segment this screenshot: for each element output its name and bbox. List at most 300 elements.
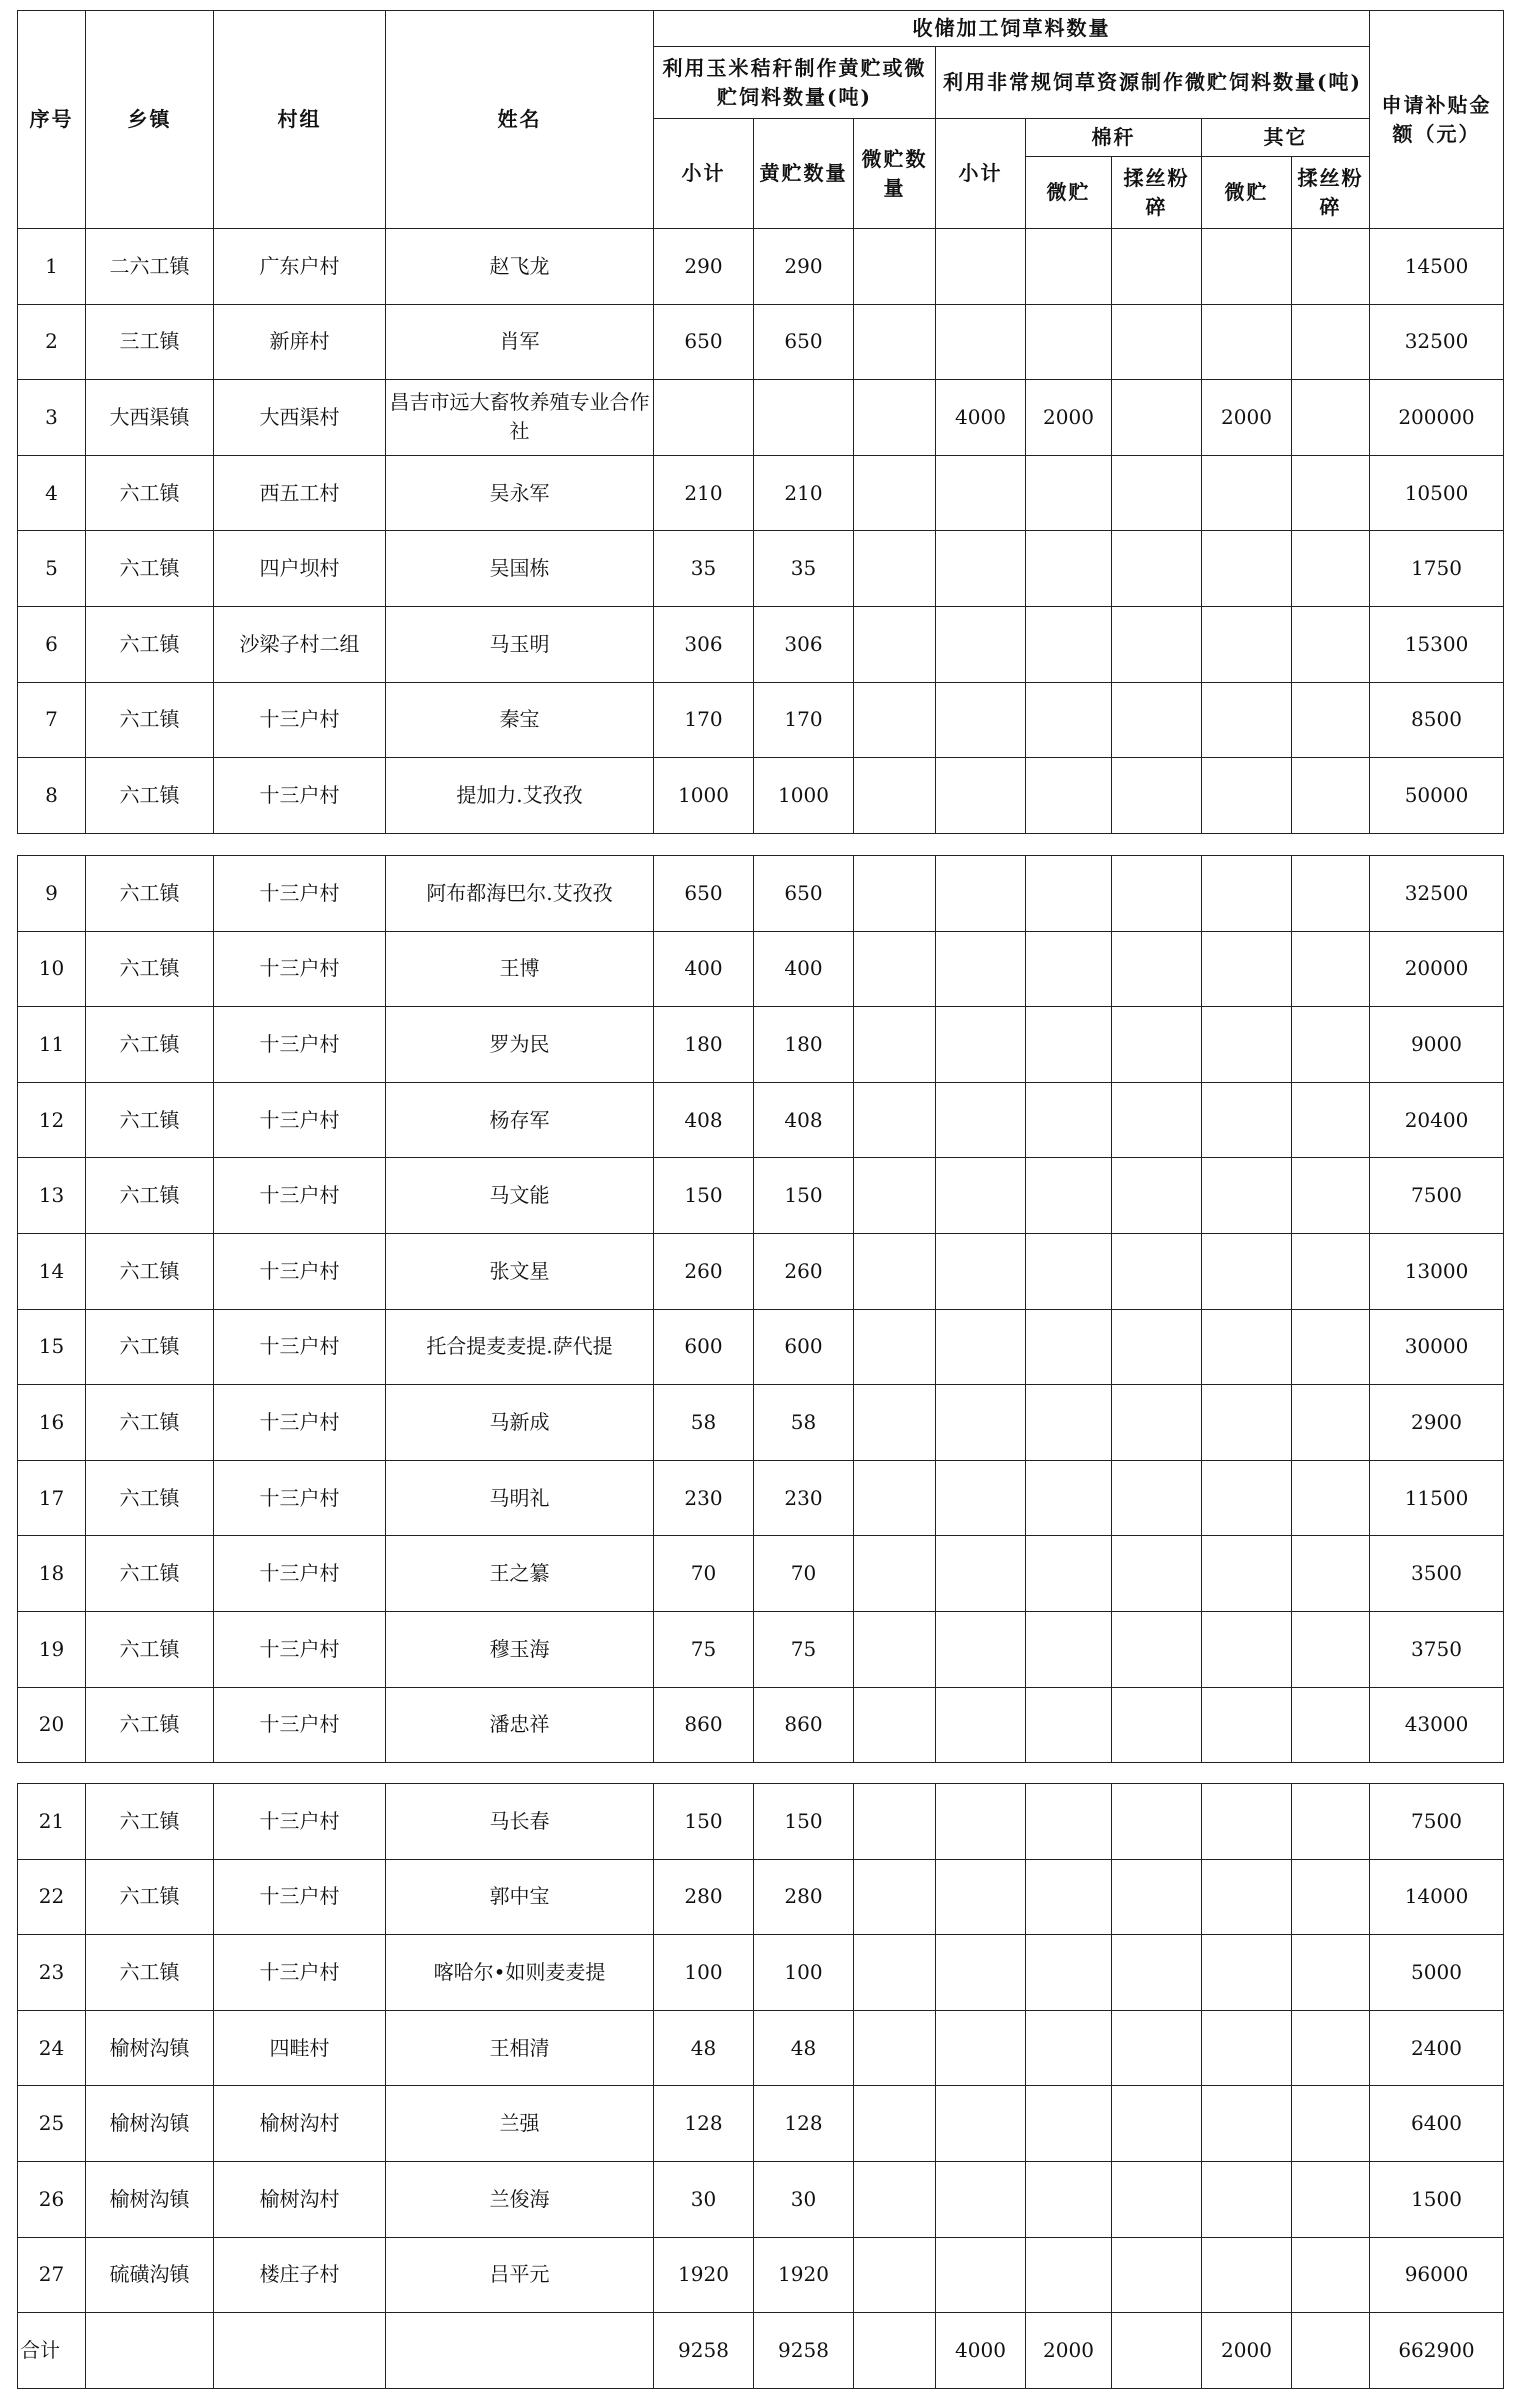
cell-oth-wz (1202, 1385, 1292, 1461)
cell-cot-rs (1112, 606, 1202, 682)
table-row (18, 2086, 1504, 2162)
col-header-unconv-subtotal: 小计 (936, 119, 1026, 229)
cell-name: 兰强 (386, 2086, 654, 2162)
cell-oth-rs (1292, 2313, 1370, 2389)
table-row (18, 1611, 1504, 1687)
cell-micro (854, 1611, 936, 1687)
cell-unc-sub (936, 1784, 1026, 1860)
cell-town: 六工镇 (86, 931, 214, 1007)
cell-oth-wz (1202, 455, 1292, 531)
cell-name: 王之纂 (386, 1536, 654, 1612)
cell-amount: 5000 (1370, 1935, 1504, 2011)
cell-corn-sub: 75 (654, 1611, 754, 1687)
cell-cot-rs (1112, 1233, 1202, 1309)
cell-unc-sub (936, 1309, 1026, 1385)
cell-no: 1 (18, 229, 86, 305)
cell-name: 喀哈尔•如则麦麦提 (386, 1935, 654, 2011)
cell-corn-sub: 1000 (654, 758, 754, 834)
cell-oth-wz (1202, 1007, 1292, 1083)
cell-amount: 30000 (1370, 1309, 1504, 1385)
cell-yellow: 210 (754, 455, 854, 531)
cell-no: 27 (18, 2237, 86, 2313)
cell-amount: 13000 (1370, 1233, 1504, 1309)
cell-yellow: 150 (754, 1784, 854, 1860)
cell-unc-sub (936, 1082, 1026, 1158)
cell-village: 十三户村 (214, 1460, 386, 1536)
cell-town: 六工镇 (86, 1611, 214, 1687)
cell-oth-rs (1292, 1007, 1370, 1083)
cell-oth-wz (1202, 1233, 1292, 1309)
cell-cot-rs (1112, 2237, 1202, 2313)
cell-no: 26 (18, 2161, 86, 2237)
cell-amount: 3750 (1370, 1611, 1504, 1687)
cell-amount: 1500 (1370, 2161, 1504, 2237)
cell-town: 六工镇 (86, 455, 214, 531)
cell-cot-wz (1026, 229, 1112, 305)
cell-village: 楼庄子村 (214, 2237, 386, 2313)
col-header-other: 其它 (1202, 119, 1370, 157)
cell-village: 十三户村 (214, 1082, 386, 1158)
cell-town: 硫磺沟镇 (86, 2237, 214, 2313)
cell-cot-wz (1026, 1935, 1112, 2011)
cell-unc-sub (936, 2161, 1026, 2237)
cell-town: 三工镇 (86, 304, 214, 380)
col-header-name: 姓名 (386, 11, 654, 229)
cell-cot-wz (1026, 1784, 1112, 1860)
cell-town: 六工镇 (86, 1784, 214, 1860)
cell-cot-rs (1112, 455, 1202, 531)
cell-amount: 10500 (1370, 455, 1504, 531)
col-header-subsidy: 申请补贴金额（元） (1370, 11, 1504, 229)
cell-yellow: 150 (754, 1158, 854, 1234)
cell-oth-wz (1202, 1687, 1292, 1763)
cell-town: 六工镇 (86, 1859, 214, 1935)
cell-no: 13 (18, 1158, 86, 1234)
cell-unc-sub (936, 304, 1026, 380)
subsidy-table-page-3 (17, 1783, 1504, 2389)
cell-oth-wz (1202, 1082, 1292, 1158)
cell-village: 十三户村 (214, 1935, 386, 2011)
cell-oth-wz (1202, 229, 1292, 305)
cell-amount: 43000 (1370, 1687, 1504, 1763)
cell-village: 大西渠村 (214, 380, 386, 456)
cell-oth-rs (1292, 1158, 1370, 1234)
cell-no: 12 (18, 1082, 86, 1158)
table-row (18, 1233, 1504, 1309)
cell-village: 十三户村 (214, 1687, 386, 1763)
cell-corn-sub: 650 (654, 856, 754, 932)
cell-cot-rs (1112, 229, 1202, 305)
cell-micro (854, 1784, 936, 1860)
cell-yellow: 128 (754, 2086, 854, 2162)
cell-unc-sub (936, 2010, 1026, 2086)
cell-amount: 7500 (1370, 1784, 1504, 1860)
table-header (18, 11, 1504, 229)
cell-yellow: 48 (754, 2010, 854, 2086)
cell-cot-wz (1026, 856, 1112, 932)
cell-oth-wz (1202, 758, 1292, 834)
cell-yellow: 170 (754, 682, 854, 758)
cell-corn-sub: 70 (654, 1536, 754, 1612)
cell-corn-sub: 230 (654, 1460, 754, 1536)
cell-corn-sub: 48 (654, 2010, 754, 2086)
cell-oth-wz (1202, 1859, 1292, 1935)
table-row (18, 606, 1504, 682)
col-header-town: 乡镇 (86, 11, 214, 229)
cell-town: 六工镇 (86, 856, 214, 932)
cell-micro (854, 2237, 936, 2313)
cell-corn-sub: 400 (654, 931, 754, 1007)
table-row (18, 856, 1504, 932)
cell-town: 六工镇 (86, 1233, 214, 1309)
cell-yellow: 600 (754, 1309, 854, 1385)
cell-unc-sub (936, 1460, 1026, 1536)
total-row (18, 2313, 1504, 2389)
cell-cot-rs (1112, 682, 1202, 758)
cell-micro (854, 380, 936, 456)
col-header-group-main: 收储加工饲草料数量 (654, 11, 1370, 47)
table-row (18, 1536, 1504, 1612)
cell-oth-rs (1292, 1536, 1370, 1612)
cell-micro (854, 2010, 936, 2086)
table-row (18, 2237, 1504, 2313)
cell-corn-sub (654, 380, 754, 456)
cell-village: 十三户村 (214, 1536, 386, 1612)
cell-cot-rs (1112, 1385, 1202, 1461)
cell-village: 西五工村 (214, 455, 386, 531)
cell-cot-wz: 2000 (1026, 2313, 1112, 2389)
subsidy-table-page-1 (17, 10, 1504, 834)
cell-yellow: 58 (754, 1385, 854, 1461)
cell-no: 11 (18, 1007, 86, 1083)
table-row (18, 1082, 1504, 1158)
cell-town: 六工镇 (86, 1007, 214, 1083)
cell-corn-sub: 260 (654, 1233, 754, 1309)
table-row (18, 380, 1504, 456)
table-row (18, 1687, 1504, 1763)
cell-no: 3 (18, 380, 86, 456)
cell-yellow: 408 (754, 1082, 854, 1158)
cell-oth-rs (1292, 2086, 1370, 2162)
cell-oth-rs (1292, 1784, 1370, 1860)
cell-cot-rs (1112, 531, 1202, 607)
cell-amount: 3500 (1370, 1536, 1504, 1612)
cell-cot-wz (1026, 1007, 1112, 1083)
cell-oth-rs (1292, 856, 1370, 932)
cell-cot-wz (1026, 1082, 1112, 1158)
cell-name: 马文能 (386, 1158, 654, 1234)
cell-oth-wz (1202, 2237, 1292, 2313)
cell-town: 六工镇 (86, 682, 214, 758)
col-header-other-rousi: 揉丝粉碎 (1292, 157, 1370, 229)
cell-micro (854, 1007, 936, 1083)
cell-oth-rs (1292, 1233, 1370, 1309)
cell-cot-wz (1026, 2010, 1112, 2086)
cell-micro (854, 1859, 936, 1935)
cell-amount: 2900 (1370, 1385, 1504, 1461)
cell-corn-sub: 210 (654, 455, 754, 531)
cell-name: 提加力.艾孜孜 (386, 758, 654, 834)
cell-oth-rs (1292, 1082, 1370, 1158)
cell-no: 2 (18, 304, 86, 380)
table-row (18, 531, 1504, 607)
cell-oth-rs (1292, 1385, 1370, 1461)
cell-corn-sub: 290 (654, 229, 754, 305)
cell-cot-rs (1112, 1007, 1202, 1083)
cell-village: 榆树沟村 (214, 2161, 386, 2237)
cell-oth-rs (1292, 2161, 1370, 2237)
cell-name: 阿布都海巴尔.艾孜孜 (386, 856, 654, 932)
cell-name: 兰俊海 (386, 2161, 654, 2237)
cell-micro (854, 758, 936, 834)
col-header-cotton: 棉秆 (1026, 119, 1202, 157)
cell-corn-sub: 650 (654, 304, 754, 380)
col-header-index: 序号 (18, 11, 86, 229)
cell-micro (854, 1082, 936, 1158)
cell-cot-wz (1026, 1233, 1112, 1309)
cell-town: 六工镇 (86, 606, 214, 682)
col-header-group-unconventional: 利用非常规饲草资源制作微贮饲料数量(吨) (936, 47, 1370, 119)
cell-amount: 2400 (1370, 2010, 1504, 2086)
cell-unc-sub (936, 1935, 1026, 2011)
cell-cot-wz (1026, 1309, 1112, 1385)
cell-amount: 9000 (1370, 1007, 1504, 1083)
cell-oth-wz (1202, 931, 1292, 1007)
cell-corn-sub: 100 (654, 1935, 754, 2011)
cell-village: 十三户村 (214, 1859, 386, 1935)
cell-no: 24 (18, 2010, 86, 2086)
cell-name: 郭中宝 (386, 1859, 654, 1935)
cell-yellow: 260 (754, 1233, 854, 1309)
cell-village: 沙梁子村二组 (214, 606, 386, 682)
cell-town: 六工镇 (86, 531, 214, 607)
cell-name: 马玉明 (386, 606, 654, 682)
cell-no: 5 (18, 531, 86, 607)
cell-yellow: 70 (754, 1536, 854, 1612)
cell-cot-wz (1026, 1859, 1112, 1935)
cell-corn-sub: 150 (654, 1158, 754, 1234)
cell-micro (854, 1385, 936, 1461)
cell-corn-sub: 128 (654, 2086, 754, 2162)
table-row (18, 682, 1504, 758)
col-header-yellow: 黄贮数量 (754, 119, 854, 229)
table-row (18, 229, 1504, 305)
cell-yellow: 400 (754, 931, 854, 1007)
cell-yellow: 280 (754, 1859, 854, 1935)
cell-no: 7 (18, 682, 86, 758)
cell-oth-rs (1292, 931, 1370, 1007)
cell-name: 昌吉市远大畜牧养殖专业合作社 (386, 380, 654, 456)
cell-micro (854, 531, 936, 607)
cell-yellow: 290 (754, 229, 854, 305)
cell-cot-rs (1112, 931, 1202, 1007)
cell-oth-rs (1292, 229, 1370, 305)
cell-oth-rs (1292, 758, 1370, 834)
cell-cot-wz (1026, 1611, 1112, 1687)
cell-oth-wz (1202, 304, 1292, 380)
cell-town: 六工镇 (86, 1935, 214, 2011)
cell-oth-rs (1292, 606, 1370, 682)
cell-yellow: 30 (754, 2161, 854, 2237)
cell-yellow: 230 (754, 1460, 854, 1536)
cell-no: 8 (18, 758, 86, 834)
cell-micro (854, 304, 936, 380)
cell-oth-wz (1202, 2010, 1292, 2086)
table-row (18, 1007, 1504, 1083)
cell-town: 六工镇 (86, 1309, 214, 1385)
cell-oth-wz: 2000 (1202, 380, 1292, 456)
cell-no: 21 (18, 1784, 86, 1860)
cell-yellow: 1920 (754, 2237, 854, 2313)
cell-unc-sub (936, 682, 1026, 758)
cell-cot-rs (1112, 2161, 1202, 2237)
cell-no: 17 (18, 1460, 86, 1536)
cell-town (86, 2313, 214, 2389)
cell-no: 22 (18, 1859, 86, 1935)
cell-corn-sub: 1920 (654, 2237, 754, 2313)
table-row (18, 2161, 1504, 2237)
cell-town: 六工镇 (86, 1158, 214, 1234)
cell-town: 大西渠镇 (86, 380, 214, 456)
cell-oth-rs (1292, 531, 1370, 607)
cell-village: 十三户村 (214, 1784, 386, 1860)
cell-cot-wz (1026, 1536, 1112, 1612)
cell-yellow: 75 (754, 1611, 854, 1687)
cell-oth-wz (1202, 2086, 1292, 2162)
cell-village: 十三户村 (214, 1385, 386, 1461)
cell-no: 14 (18, 1233, 86, 1309)
cell-cot-wz (1026, 2237, 1112, 2313)
table-row (18, 1859, 1504, 1935)
cell-cot-rs (1112, 1935, 1202, 2011)
cell-corn-sub: 408 (654, 1082, 754, 1158)
cell-name: 托合提麦麦提.萨代提 (386, 1309, 654, 1385)
cell-town: 六工镇 (86, 1082, 214, 1158)
cell-oth-wz: 2000 (1202, 2313, 1292, 2389)
cell-corn-sub: 860 (654, 1687, 754, 1763)
table-row (18, 2010, 1504, 2086)
cell-corn-sub: 58 (654, 1385, 754, 1461)
cell-oth-wz (1202, 856, 1292, 932)
cell-micro (854, 229, 936, 305)
cell-cot-wz (1026, 1687, 1112, 1763)
cell-corn-sub: 9258 (654, 2313, 754, 2389)
cell-village: 十三户村 (214, 1158, 386, 1234)
cell-oth-rs (1292, 1611, 1370, 1687)
cell-cot-rs (1112, 1158, 1202, 1234)
cell-village: 广东户村 (214, 229, 386, 305)
cell-amount: 20400 (1370, 1082, 1504, 1158)
cell-name: 肖军 (386, 304, 654, 380)
cell-name: 秦宝 (386, 682, 654, 758)
cell-micro (854, 1935, 936, 2011)
cell-oth-rs (1292, 1687, 1370, 1763)
cell-corn-sub: 150 (654, 1784, 754, 1860)
cell-oth-rs (1292, 1460, 1370, 1536)
cell-town: 榆树沟镇 (86, 2161, 214, 2237)
cell-oth-rs (1292, 380, 1370, 456)
cell-village (214, 2313, 386, 2389)
cell-name: 穆玉海 (386, 1611, 654, 1687)
cell-unc-sub (936, 1233, 1026, 1309)
cell-name: 王博 (386, 931, 654, 1007)
cell-yellow: 306 (754, 606, 854, 682)
col-header-other-weizhu: 微贮 (1202, 157, 1292, 229)
cell-unc-sub (936, 856, 1026, 932)
cell-amount: 15300 (1370, 606, 1504, 682)
cell-oth-rs (1292, 682, 1370, 758)
cell-unc-sub (936, 931, 1026, 1007)
cell-cot-rs (1112, 2086, 1202, 2162)
cell-no: 25 (18, 2086, 86, 2162)
cell-name: 马明礼 (386, 1460, 654, 1536)
cell-name: 王相清 (386, 2010, 654, 2086)
cell-cot-rs (1112, 1687, 1202, 1763)
table-body (18, 229, 1504, 834)
cell-oth-rs (1292, 1935, 1370, 2011)
cell-unc-sub (936, 2086, 1026, 2162)
cell-name (386, 2313, 654, 2389)
cell-no: 16 (18, 1385, 86, 1461)
cell-cot-wz (1026, 1158, 1112, 1234)
cell-unc-sub (936, 1536, 1026, 1612)
cell-name: 马长春 (386, 1784, 654, 1860)
cell-corn-sub: 35 (654, 531, 754, 607)
cell-oth-wz (1202, 1309, 1292, 1385)
cell-cot-wz (1026, 682, 1112, 758)
col-header-group-corn: 利用玉米秸秆制作黄贮或微贮饲料数量(吨) (654, 47, 936, 119)
col-header-village: 村组 (214, 11, 386, 229)
cell-no: 10 (18, 931, 86, 1007)
cell-oth-wz (1202, 1935, 1292, 2011)
cell-village: 十三户村 (214, 931, 386, 1007)
cell-oth-rs (1292, 1309, 1370, 1385)
cell-village: 十三户村 (214, 758, 386, 834)
cell-corn-sub: 180 (654, 1007, 754, 1083)
cell-name: 吴国栋 (386, 531, 654, 607)
cell-micro (854, 1309, 936, 1385)
cell-cot-wz: 2000 (1026, 380, 1112, 456)
cell-micro (854, 1158, 936, 1234)
cell-unc-sub (936, 1687, 1026, 1763)
cell-name: 罗为民 (386, 1007, 654, 1083)
cell-unc-sub (936, 1007, 1026, 1083)
cell-oth-wz (1202, 1158, 1292, 1234)
cell-amount: 6400 (1370, 2086, 1504, 2162)
col-header-corn-subtotal: 小计 (654, 119, 754, 229)
cell-name: 杨存军 (386, 1082, 654, 1158)
cell-unc-sub (936, 455, 1026, 531)
cell-village: 十三户村 (214, 856, 386, 932)
cell-village: 十三户村 (214, 1611, 386, 1687)
cell-oth-rs (1292, 1859, 1370, 1935)
table-body (18, 856, 1504, 1763)
cell-oth-wz (1202, 531, 1292, 607)
cell-cot-wz (1026, 304, 1112, 380)
cell-yellow: 180 (754, 1007, 854, 1083)
table-body (18, 1784, 1504, 2389)
cell-cot-wz (1026, 455, 1112, 531)
cell-cot-wz (1026, 606, 1112, 682)
cell-no: 19 (18, 1611, 86, 1687)
cell-name: 潘忠祥 (386, 1687, 654, 1763)
cell-oth-wz (1202, 1784, 1292, 1860)
cell-village: 十三户村 (214, 1309, 386, 1385)
cell-name: 张文星 (386, 1233, 654, 1309)
cell-no: 20 (18, 1687, 86, 1763)
cell-micro (854, 2086, 936, 2162)
cell-village: 四户坝村 (214, 531, 386, 607)
